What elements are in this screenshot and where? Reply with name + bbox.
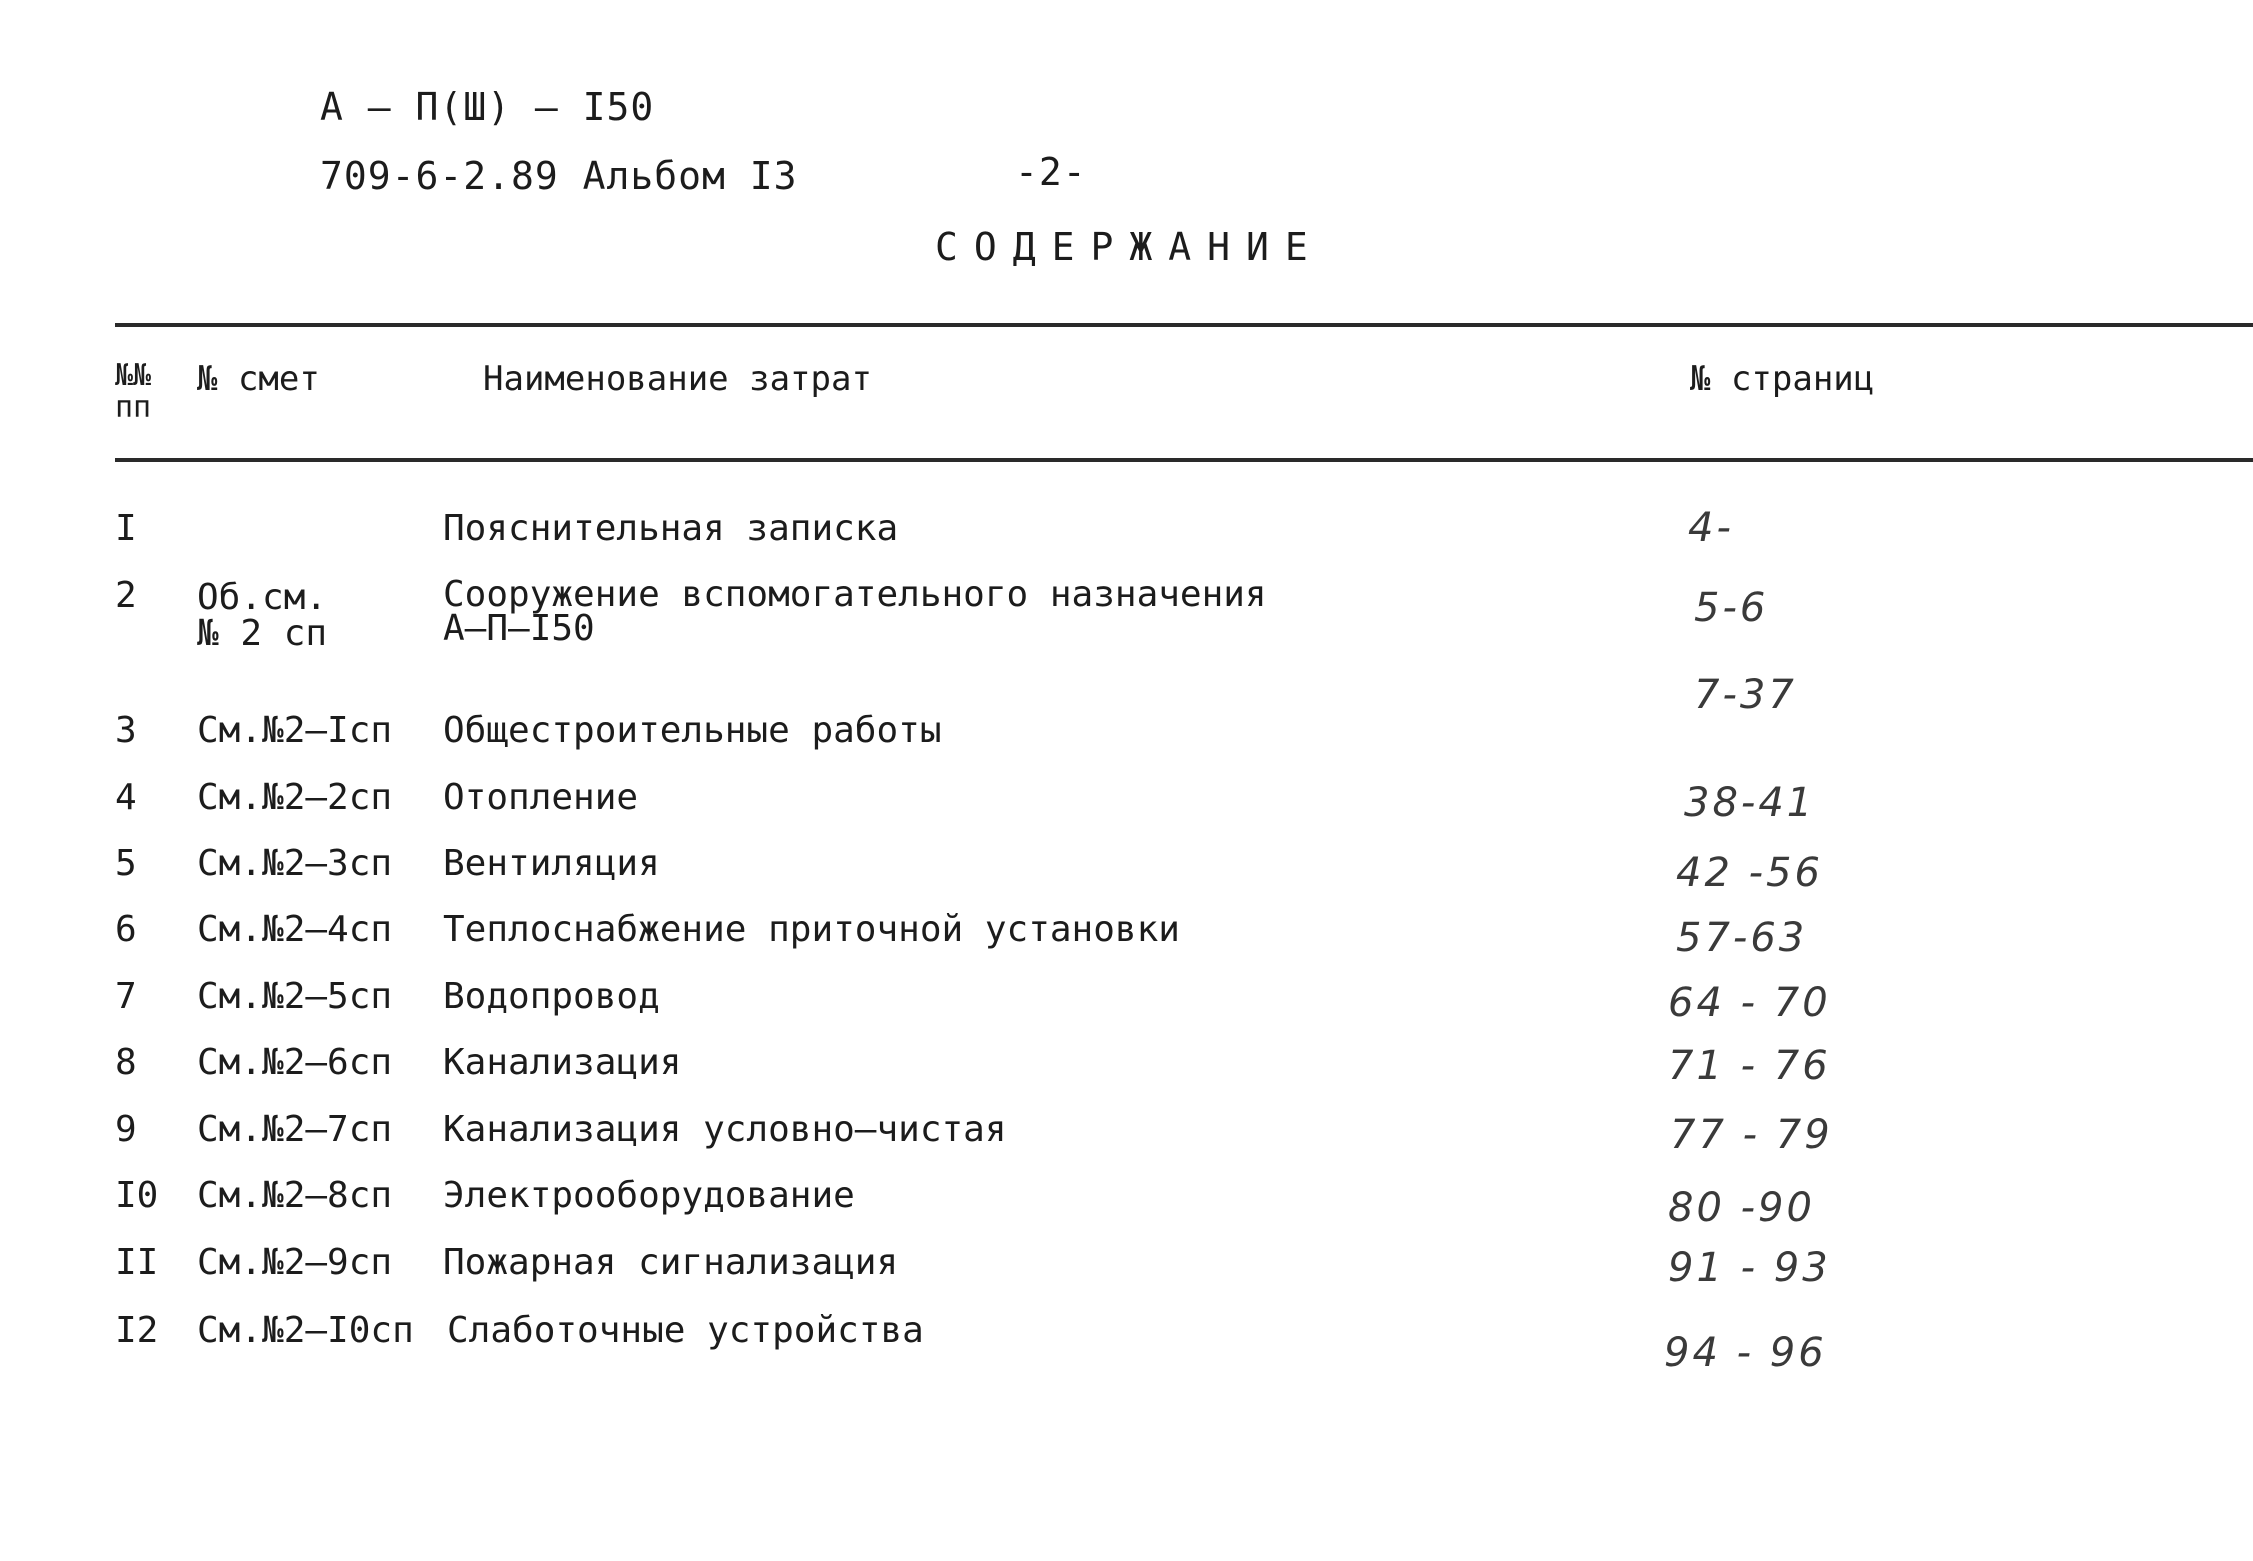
row-6-pages: 57-63 (1676, 915, 1808, 961)
row-7-pages: 64 - 70 (1668, 980, 1831, 1026)
column-header-smeta: № смет (197, 359, 320, 399)
row-8-pages: 71 - 76 (1668, 1043, 1831, 1089)
column-header-number-label: №№ пп (115, 358, 152, 425)
row-10-number: I0 (115, 1175, 159, 1216)
page-title: СОДЕРЖАНИЕ (935, 225, 1324, 269)
row-3-smeta: См.№2–Iсп (197, 710, 393, 751)
row-10-name: Электрооборудование (443, 1175, 855, 1216)
row-3-pages: 7-37 (1694, 672, 1797, 718)
document-code: А – П(Ш) – I50 (320, 85, 655, 129)
row-1-name: Пояснительная записка (443, 508, 899, 549)
row-3-name: Общестроительные работы (443, 710, 942, 751)
row-11-smeta: См.№2–9сп (197, 1242, 393, 1283)
row-4-number: 4 (115, 777, 137, 818)
row-11-name: Пожарная сигнализация (443, 1242, 899, 1283)
table-header-rule (115, 458, 2253, 462)
row-2-number: 2 (115, 575, 137, 616)
row-4-pages: 38-41 (1684, 780, 1816, 826)
row-12-smeta: См.№2–I0сп (197, 1310, 414, 1351)
row-8-number: 8 (115, 1042, 137, 1083)
row-2-smeta: Об.см. № 2 сп (197, 577, 328, 654)
row-6-name: Теплоснабжение приточной установки (443, 909, 1180, 950)
column-header-number (115, 360, 151, 423)
page-number: -2- (1015, 150, 1087, 194)
row-7-number: 7 (115, 976, 137, 1017)
column-header-name: Наименование затрат (483, 359, 872, 399)
row-11-number: II (115, 1242, 159, 1283)
row-10-smeta: См.№2–8сп (197, 1175, 393, 1216)
row-7-name: Водопровод (443, 976, 660, 1017)
row-5-pages: 42 -56 (1676, 850, 1823, 896)
column-header-pages: № страниц (1690, 359, 1875, 399)
row-1-number: I (115, 508, 137, 549)
row-2-pages: 5-6 (1694, 585, 1769, 631)
row-8-smeta: См.№2–6сп (197, 1042, 393, 1083)
row-3-number: 3 (115, 710, 137, 751)
row-11-pages: 91 - 93 (1668, 1245, 1831, 1291)
table-top-rule (115, 323, 2253, 327)
row-7-smeta: См.№2–5сп (197, 976, 393, 1017)
album-reference: 709-6-2.89 Альбом I3 (320, 154, 798, 198)
row-10-pages: 80 -90 (1668, 1185, 1815, 1231)
row-9-smeta: См.№2–7сп (197, 1109, 393, 1150)
row-5-name: Вентиляция (443, 843, 660, 884)
row-9-name: Канализация условно–чистая (443, 1109, 1007, 1150)
row-12-number: I2 (115, 1310, 159, 1351)
row-12-name: Слаботочные устройства (447, 1310, 924, 1351)
row-4-smeta: См.№2–2сп (197, 777, 393, 818)
row-5-smeta: См.№2–3сп (197, 843, 393, 884)
row-9-number: 9 (115, 1109, 137, 1150)
row-6-smeta: См.№2–4сп (197, 909, 393, 950)
row-5-number: 5 (115, 843, 137, 884)
row-8-name: Канализация (443, 1042, 682, 1083)
row-9-pages: 77 - 79 (1670, 1112, 1833, 1158)
row-6-number: 6 (115, 909, 137, 950)
row-12-pages: 94 - 96 (1664, 1330, 1827, 1376)
row-1-pages: 4- (1688, 505, 1734, 551)
row-4-name: Отопление (443, 777, 639, 818)
row-2-name: Сооружение вспомогательного назначения А–П–I50 (443, 574, 1267, 650)
